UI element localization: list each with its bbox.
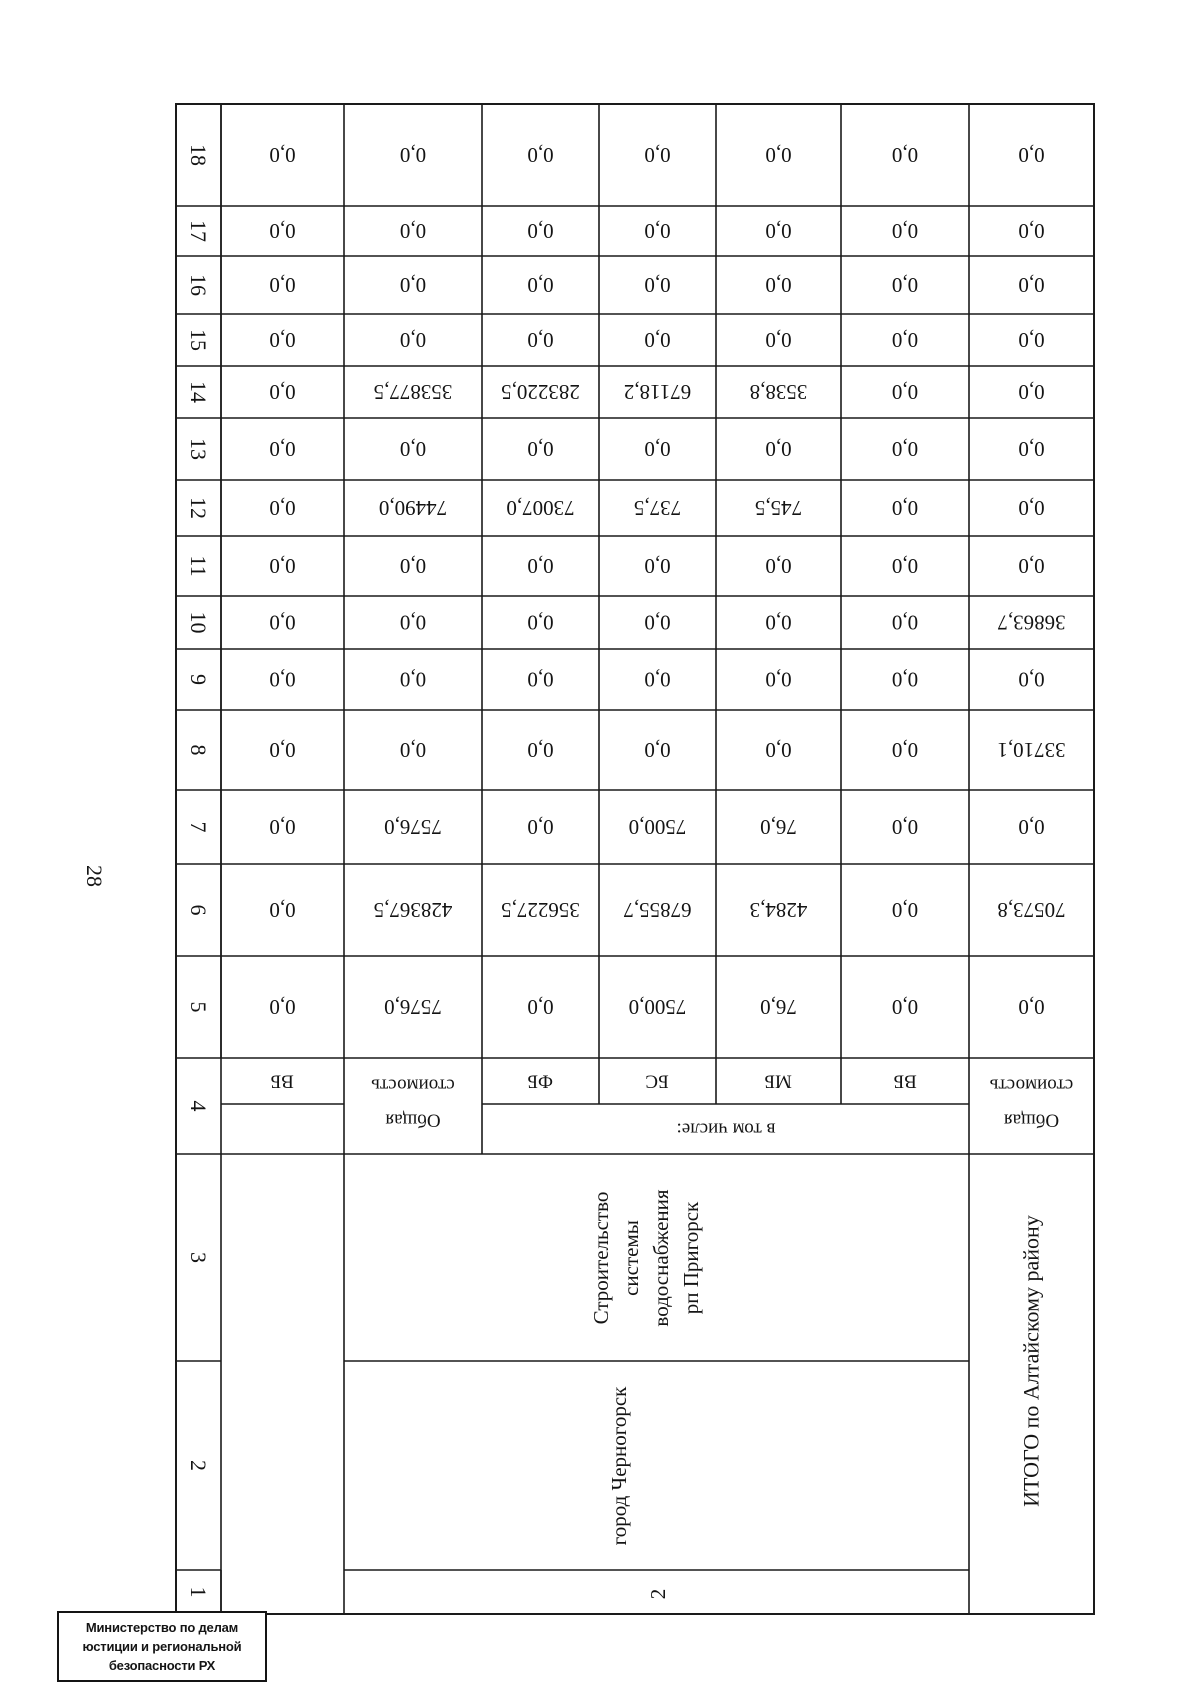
cell-row6-col6: 0,0 [891, 898, 919, 922]
cell-row7-col17: 0,0 [1018, 219, 1045, 243]
cell-row7-col12: 0,0 [1018, 496, 1045, 520]
municipality-label: город Черногорск [607, 1386, 631, 1546]
cell-row5-col5: 76,0 [760, 995, 797, 1019]
cell-row2-col10: 0,0 [399, 610, 427, 635]
cell-row5-col7: 76,0 [760, 815, 797, 839]
cell-row7-col11: 0,0 [1018, 554, 1045, 578]
cell-row6-col13: 0,0 [891, 437, 919, 461]
column-number-7: 7 [186, 821, 211, 833]
cell-row4-col15: 0,0 [644, 328, 671, 352]
project-name-line4: рп Пригорск [679, 1201, 703, 1315]
cell-row3-col12: 73007,0 [506, 496, 575, 520]
cell-row5-col17: 0,0 [765, 219, 792, 243]
row-number-label: 2 [646, 1588, 670, 1600]
type-label-row3: ФБ [527, 1070, 553, 1092]
cell-row3-col10: 0,0 [527, 610, 554, 635]
column-number-1: 1 [186, 1586, 211, 1598]
cell-row5-col6: 4284,3 [749, 898, 808, 922]
cell-row5-col10: 0,0 [765, 610, 792, 635]
cell-row2-col11: 0,0 [399, 554, 427, 578]
page-number: 28 [82, 865, 107, 887]
cell-row1-col7: 0,0 [269, 815, 296, 839]
cell-row6-col16: 0,0 [891, 273, 919, 297]
column-number-14: 14 [186, 381, 211, 403]
cell-row7-col16: 0,0 [1018, 273, 1045, 297]
cell-row5-col16: 0,0 [765, 273, 792, 297]
cell-row5-col14: 3538,8 [749, 380, 808, 404]
cell-row1-col6: 0,0 [269, 898, 296, 922]
type-label-row4: БС [645, 1070, 669, 1092]
cell-row7-col8: 33710,1 [997, 738, 1066, 762]
column-number-5: 5 [186, 1001, 211, 1013]
column-number-13: 13 [186, 438, 211, 460]
cell-row5-col11: 0,0 [765, 554, 792, 578]
cell-row3-col17: 0,0 [527, 219, 554, 243]
cell-row6-col12: 0,0 [891, 496, 919, 520]
cell-row3-col16: 0,0 [527, 273, 554, 297]
cell-row7-col13: 0,0 [1018, 437, 1045, 461]
cell-row6-col17: 0,0 [891, 219, 919, 243]
column-number-9: 9 [186, 674, 211, 685]
cell-row6-col5: 0,0 [891, 995, 919, 1019]
cell-row7-col18: 0,0 [1018, 143, 1045, 167]
cell-row2-col13: 0,0 [399, 437, 427, 461]
project-name-line2: системы [619, 1220, 643, 1296]
cell-row5-col18: 0,0 [765, 143, 792, 167]
column-number-10: 10 [186, 611, 211, 634]
project-name-line3: водоснабжения [649, 1189, 673, 1327]
cell-row3-col8: 0,0 [527, 738, 554, 762]
cell-row1-col16: 0,0 [269, 273, 296, 297]
cell-row2-col16: 0,0 [399, 273, 427, 297]
ministry-stamp [57, 1611, 267, 1682]
cell-row4-col14: 67118,2 [623, 380, 692, 404]
cell-row1-col17: 0,0 [269, 219, 296, 243]
budget-table-grid [176, 104, 1094, 1614]
column-number-8: 8 [186, 744, 211, 756]
cell-row1-col12: 0,0 [269, 496, 296, 520]
type-label-row1: ВБ [270, 1070, 294, 1092]
cell-row1-col18: 0,0 [269, 143, 296, 167]
cell-row6-col8: 0,0 [891, 738, 919, 762]
cell-row1-col15: 0,0 [269, 328, 296, 352]
cell-row4-col16: 0,0 [644, 273, 671, 297]
cell-row2-col5: 7576,0 [384, 995, 442, 1019]
cell-row4-col13: 0,0 [644, 437, 671, 461]
cell-row3-col9: 0,0 [527, 667, 554, 692]
column-number-6: 6 [186, 904, 211, 916]
budget-table [176, 104, 1094, 1614]
cell-row1-col9: 0,0 [269, 667, 296, 692]
cell-row4-col10: 0,0 [644, 610, 671, 635]
cell-row2-col17: 0,0 [399, 219, 427, 243]
stamp-line-1: Министерство по делам [85, 1620, 239, 1635]
cell-row1-col14: 0,0 [269, 380, 296, 404]
cell-row7-col9: 0,0 [1018, 667, 1045, 692]
cell-row5-col8: 0,0 [765, 738, 792, 762]
column-number-12: 12 [186, 497, 211, 519]
cell-row5-col12: 745,5 [754, 496, 803, 520]
cell-row7-col7: 0,0 [1018, 815, 1045, 839]
cell-row3-col14: 283220,5 [501, 380, 580, 404]
column-number-2: 2 [186, 1460, 211, 1471]
project-name-line1: Строительство [589, 1191, 613, 1325]
cell-row6-col11: 0,0 [891, 554, 919, 578]
column-number-4: 4 [186, 1100, 211, 1112]
cell-row3-col7: 0,0 [527, 815, 554, 839]
cell-row2-col15: 0,0 [399, 328, 427, 352]
cell-row1-col10: 0,0 [269, 610, 296, 635]
cell-row4-col7: 7500,0 [628, 815, 687, 839]
cell-row4-col18: 0,0 [644, 143, 671, 167]
column-number-16: 16 [186, 274, 211, 296]
cell-row6-col10: 0,0 [891, 610, 919, 635]
cell-row7-col10: 36863,7 [997, 610, 1066, 635]
cell-row5-col15: 0,0 [765, 328, 792, 352]
cell-row2-col12: 74490,0 [378, 496, 448, 520]
cell-row7-col5: 0,0 [1018, 995, 1045, 1019]
cell-row4-col12: 737,5 [633, 496, 682, 520]
column-number-18: 18 [186, 144, 211, 166]
table-border [176, 104, 1094, 1614]
cell-row4-col5: 7500,0 [628, 995, 687, 1019]
cell-row6-col15: 0,0 [891, 328, 919, 352]
total-label: ИТОГО по Алтайскому району [1018, 1215, 1044, 1507]
cell-row5-col9: 0,0 [765, 667, 792, 692]
cell-row7-col15: 0,0 [1018, 328, 1045, 352]
cell-row1-col13: 0,0 [269, 437, 296, 461]
column-number-11: 11 [186, 555, 211, 577]
cell-row2-col18: 0,0 [399, 143, 427, 167]
type-label-row6: ВБ [893, 1070, 917, 1092]
cell-row3-col15: 0,0 [527, 328, 554, 352]
cost-label-row7-line2: стоимость [989, 1074, 1074, 1096]
cell-row1-col11: 0,0 [269, 554, 296, 578]
stamp-line-3: безопасности РХ [108, 1658, 216, 1673]
cell-row3-col13: 0,0 [527, 437, 554, 461]
stamp-line-2: юстиции и региональной [82, 1639, 242, 1654]
cost-label-row7-line1: Общая [1003, 1109, 1060, 1131]
cell-row3-col11: 0,0 [527, 554, 554, 578]
column-number-17: 17 [186, 220, 211, 242]
cell-row6-col7: 0,0 [891, 815, 919, 839]
column-number-15: 15 [186, 329, 211, 351]
cell-row2-col7: 7576,0 [384, 815, 442, 839]
cell-row5-col13: 0,0 [765, 437, 792, 461]
cell-row3-col18: 0,0 [527, 143, 554, 167]
cell-row6-col14: 0,0 [891, 380, 919, 404]
cell-row4-col11: 0,0 [644, 554, 671, 578]
cell-row6-col9: 0,0 [891, 667, 919, 692]
type-label-row5: МБ [764, 1070, 792, 1092]
column-number-3: 3 [186, 1252, 211, 1263]
cell-row7-col14: 0,0 [1018, 380, 1045, 404]
cell-row4-col17: 0,0 [644, 219, 671, 243]
cell-row2-col9: 0,0 [399, 667, 427, 692]
including-label: в том числе: [676, 1118, 776, 1140]
cell-row6-col18: 0,0 [891, 143, 919, 167]
cost-label-row2-line1: Общая [385, 1109, 441, 1131]
cell-row4-col6: 67855,7 [623, 898, 692, 922]
cell-row1-col5: 0,0 [269, 995, 296, 1019]
cell-row2-col6: 428367,5 [373, 898, 453, 922]
cell-row4-col8: 0,0 [644, 738, 671, 762]
cell-row7-col6: 70573,8 [997, 898, 1066, 922]
cell-row1-col8: 0,0 [269, 738, 296, 762]
cell-row3-col5: 0,0 [527, 995, 554, 1019]
cell-row2-col8: 0,0 [399, 738, 427, 762]
cell-row3-col6: 356227,5 [501, 898, 580, 922]
cost-label-row2-line2: стоимость [371, 1074, 455, 1096]
cell-row4-col9: 0,0 [644, 667, 671, 692]
cell-row2-col14: 353877,5 [373, 380, 453, 404]
